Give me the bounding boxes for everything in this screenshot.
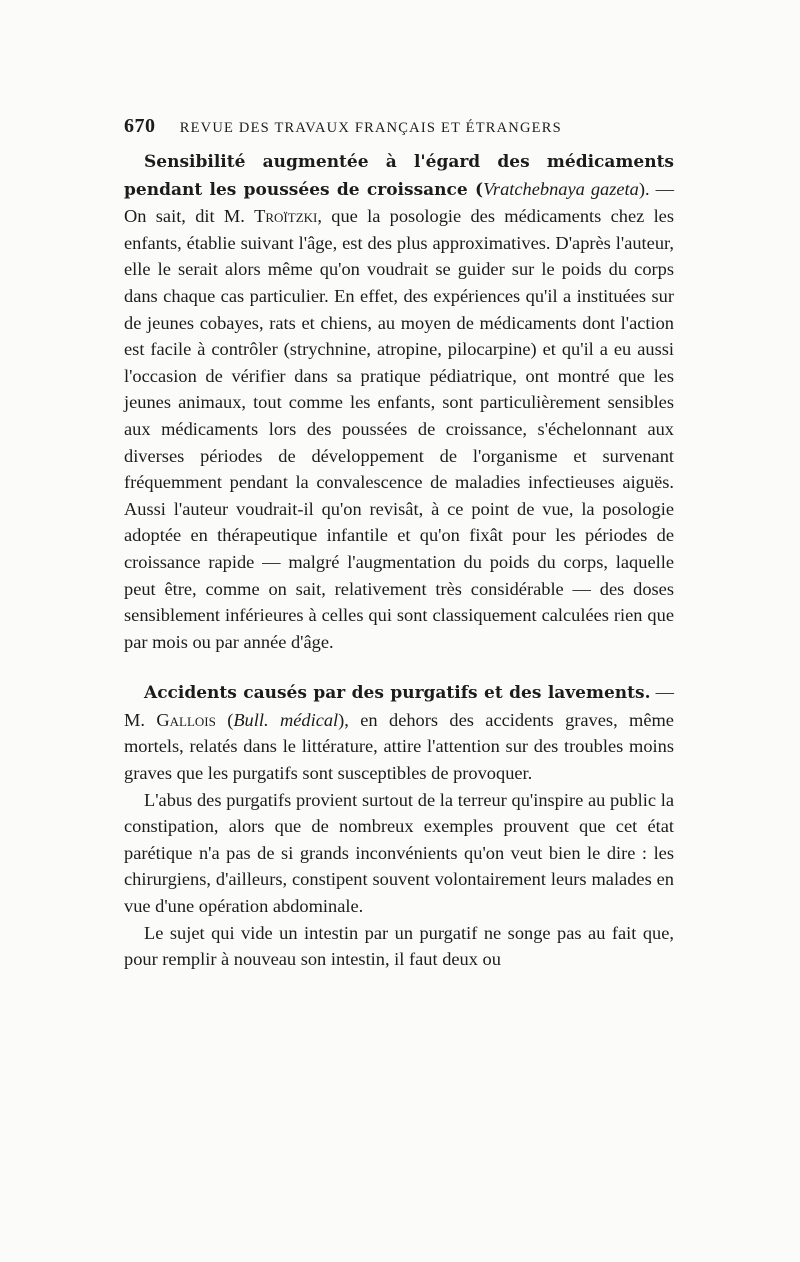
article-gallois — [124, 679, 674, 786]
page-body — [124, 148, 674, 973]
journal-name: Bull. médical — [233, 709, 339, 730]
heading-paren: ( — [215, 709, 234, 730]
author-name: Troïtzki — [254, 206, 318, 227]
paragraph: L'abus des purgatifs provient surtout de la terreur qu'inspire au public la constipation, alors que de nombreux exemples prouvent que cet état parétique n'a pas de si grands inconvénients qu'on veut bien le dire : les chirurgiens, d'ailleurs, constipent souvent volontairement leurs malades en vue d'une opération abdominale. — [124, 789, 674, 917]
author-name: Gallois — [156, 709, 216, 730]
article-troitzki — [124, 148, 674, 655]
heading-paren: ( — [467, 179, 484, 200]
page-number: 670 — [124, 115, 156, 137]
article-heading: Accidents causés par des purgatifs et des lavements. — [144, 683, 651, 704]
article-heading: Sensibilité augmentée à l'égard des médicaments pendant les poussées de croissance — [124, 152, 674, 200]
paragraph: Le sujet qui vide un intestin par un purgatif ne songe pas au fait que, pour remplir à nouveau son intestin, il faut deux ou — [124, 922, 674, 970]
heading-tail: ). — On sait, dit M. — [124, 178, 674, 227]
running-head — [124, 114, 624, 140]
article-body: , que la posologie des médicaments chez les enfants, établie suivant l'âge, est des plus approximatives. D'après l'auteur, elle le serait alors même qu'on voudrait se guider sur le poids du corps dans chaque cas particulier. En effet, des expériences qu'il a instituées sur de jeunes cobayes, rats et chiens, au moyen de médicaments dont l'action est facile à contrôler (strychnine, atropine, pilocarpine) et qu'il a eu aussi l'occasion de vérifier dans sa pratique pédiatrique, ont montré que les jeunes animaux, tout comme les enfants, sont particulièrement sensibles aux médicaments lors des poussées de croissance, s'échelonnant aux diverses périodes de développement de l'organisme et survenant fréquemment pendant la convalescence de maladies infectieuses aiguës. Aussi l'auteur voudrait-il qu'on revisât, à ce point de vue, la posologie adoptée en thérapeutique infantile et qu'on fixât pour les périodes de croissance rapide — malgré l'augmentation du poids du corps, laquelle peut être, comme on sait, relativement très considérable — des doses sensiblement inférieures à celles qui sont classiquement calculées rien que par mois ou par année d'âge. — [124, 206, 674, 652]
journal-name: Vratchebnaya gazeta — [483, 178, 639, 199]
heading-tail: — M. — [124, 682, 674, 730]
section-gap — [124, 655, 674, 679]
article-intro: ), en dehors des accidents graves, même mortels, relatés dans le littérature, attire l'attention sur des troubles moins graves que les purgatifs sont susceptibles de provoquer. — [124, 709, 674, 784]
running-head-title: REVUE DES TRAVAUX FRANÇAIS ET ÉTRANGERS — [179, 120, 562, 136]
